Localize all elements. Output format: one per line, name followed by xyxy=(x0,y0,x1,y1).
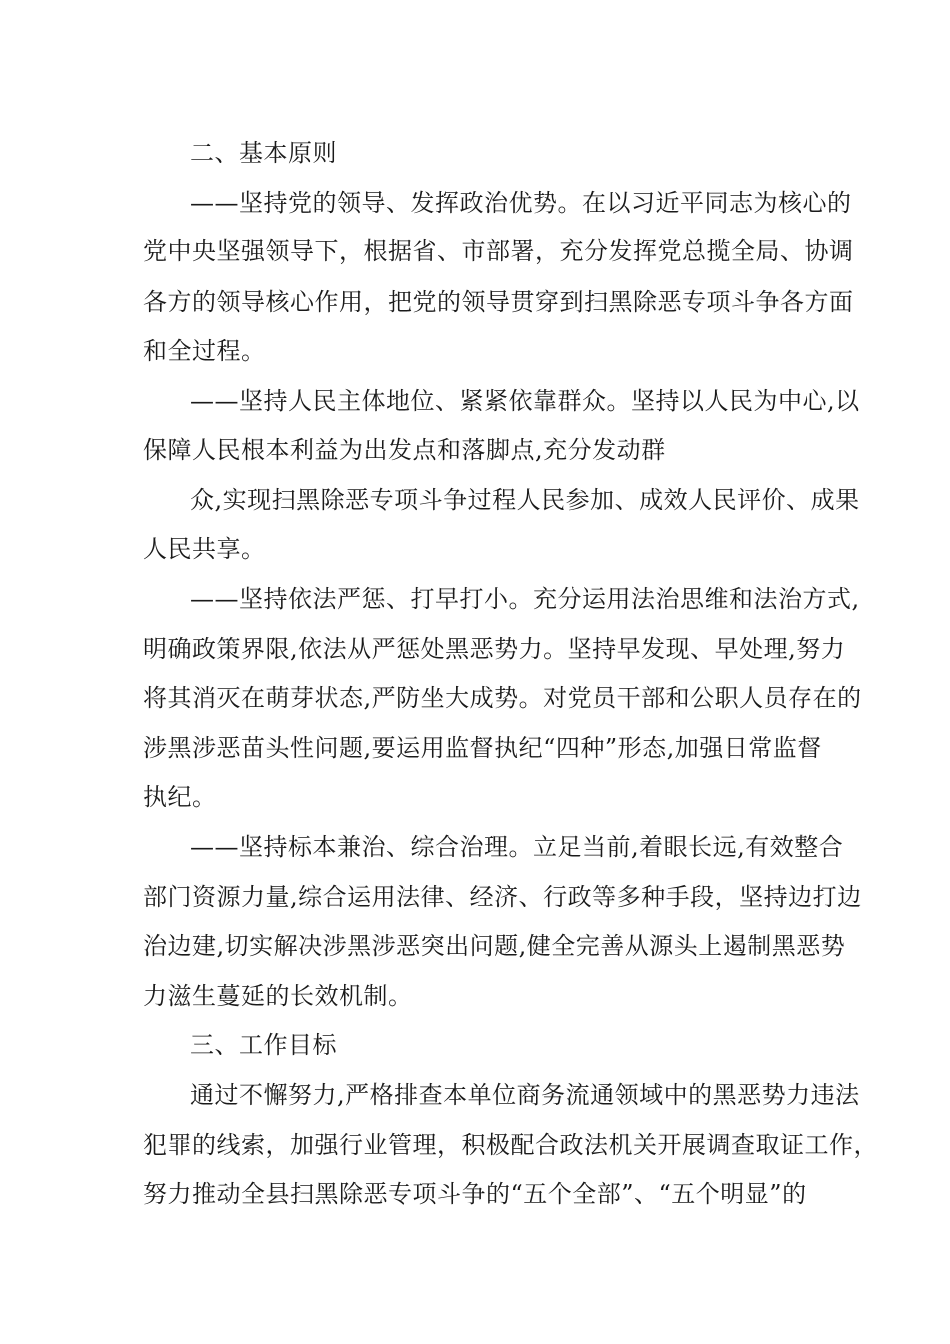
paragraph-line: ——坚持依法严惩、打早打小。充分运用法治思维和法治方式, xyxy=(190,585,860,613)
paragraph-line: 犯罪的线索，加强行业管理，积极配合政法机关开展调查取证工作， xyxy=(143,1131,878,1159)
paragraph-line: 涉黑涉恶苗头性问题,要运用监督执纪“四种”形态,加强日常监督 xyxy=(143,734,822,762)
paragraph-line: 部门资源力量,综合运用法律、经济、行政等多种手段，坚持边打边 xyxy=(143,883,862,911)
paragraph-line: 保障人民根本利益为出发点和落脚点,充分发动群 xyxy=(143,436,666,464)
paragraph-line: 力滋生蔓延的长效机制。 xyxy=(143,982,413,1010)
paragraph-line: 治边建,切实解决涉黑涉恶突出问题,健全完善从源头上遏制黑恶势 xyxy=(143,932,846,960)
paragraph-line: 将其消灭在萌芽状态,严防坐大成势。对党员干部和公职人员存在的 xyxy=(143,684,862,712)
paragraph-line: 执纪。 xyxy=(143,783,217,811)
paragraph-line: 众,实现扫黑除恶专项斗争过程人民参加、成效人民评价、成果 xyxy=(190,486,860,514)
paragraph-line: 明确政策界限,依法从严惩处黑恶势力。坚持早发现、早处理,努力 xyxy=(143,635,846,663)
paragraph-line: 通过不懈努力,严格排查本单位商务流通领域中的黑恶势力违法 xyxy=(190,1081,860,1109)
paragraph-line: 各方的领导核心作用，把党的领导贯穿到扫黑除恶专项斗争各方面 xyxy=(143,288,854,316)
paragraph-line: 和全过程。 xyxy=(143,337,266,365)
paragraph-line: ——坚持标本兼治、综合治理。立足当前,着眼长远,有效整合 xyxy=(190,833,844,861)
section-heading-basic-principles: 二、基本原则 xyxy=(190,139,337,167)
paragraph-line: 努力推动全县扫黑除恶专项斗争的“五个全部”、“五个明显”的 xyxy=(143,1180,807,1208)
paragraph-line: ——坚持党的领导、发挥政治优势。在以习近平同志为核心的 xyxy=(190,189,852,217)
paragraph-line: 党中央坚强领导下，根据省、市部署，充分发挥党总揽全局、协调 xyxy=(143,237,854,265)
section-heading-work-goals: 三、工作目标 xyxy=(190,1031,337,1059)
paragraph-line: ——坚持人民主体地位、紧紧依靠群众。坚持以人民为中心,以 xyxy=(190,387,860,415)
paragraph-line: 人民共享。 xyxy=(143,535,266,563)
